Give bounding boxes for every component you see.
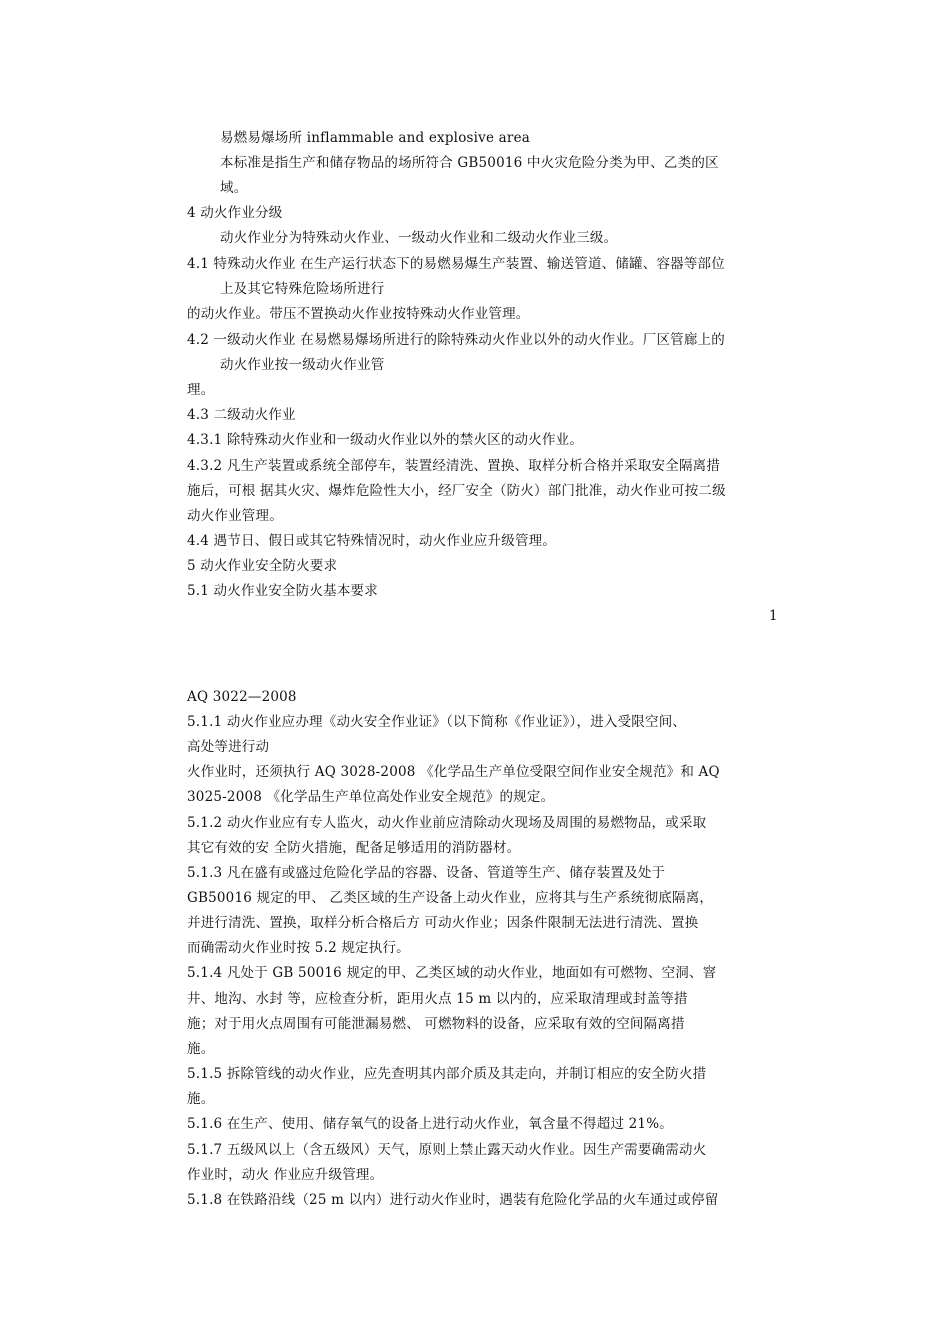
text-line: 易燃易爆场所 inflammable and explosive area [220, 130, 531, 146]
section-heading: 5 动火作业安全防火要求 [187, 558, 338, 574]
text-line: 高处等进行动 [187, 739, 270, 755]
text-line: 4.4 遇节日、假日或其它特殊情况时，动火作业应升级管理。 [187, 533, 557, 549]
text-line: 5.1.4 凡处于 GB 50016 规定的甲、乙类区域的动火作业，地面如有可燃物、空洞、窨 [187, 965, 717, 981]
text-line: 动火作业分为特殊动火作业、一级动火作业和二级动火作业三级。 [220, 230, 618, 246]
text-line: 5.1.5 拆除管线的动火作业，应先查明其内部介质及其走向，并制订相应的安全防火措 [187, 1066, 707, 1082]
section-heading: 4 动火作业分级 [187, 205, 283, 221]
text-line: 本标准是指生产和储存物品的场所符合 GB50016 中火灾危险分类为甲、乙类的区 [220, 155, 719, 171]
page-number: 1 [769, 608, 778, 624]
text-line: 5.1.2 动火作业应有专人监火，动火作业前应清除动火现场及周围的易燃物品，或采取 [187, 815, 707, 831]
text-line: 4.3.1 除特殊动火作业和一级动火作业以外的禁火区的动火作业。 [187, 432, 584, 448]
text-line: 动火作业管理。 [187, 508, 283, 524]
text-line: 域。 [220, 180, 248, 196]
text-line: GB50016 规定的甲、 乙类区域的生产设备上动火作业，应将其与生产系统彻底隔离， [187, 890, 714, 906]
text-line: 4.1 特殊动火作业 在生产运行状态下的易燃易爆生产装置、输送管道、储罐、容器等部位 [187, 256, 725, 272]
text-line: 火作业时，还须执行 AQ 3028-2008 《化学品生产单位受限空间作业安全规范》和 AQ [187, 764, 720, 780]
text-line: 5.1.3 凡在盛有或盛过危险化学品的容器、设备、管道等生产、储存装置及处于 [187, 865, 666, 881]
text-line: 其它有效的安 全防火措施，配备足够适用的消防器材。 [187, 840, 521, 856]
text-line: 施。 [187, 1041, 215, 1057]
text-line: 上及其它特殊危险场所进行 [220, 281, 385, 297]
text-line: 的动火作业。带压不置换动火作业按特殊动火作业管理。 [187, 306, 530, 322]
text-line: 动火作业按一级动火作业管 [220, 357, 385, 373]
text-line: 5.1.7 五级风以上（含五级风）天气，原则上禁止露天动火作业。因生产需要确需动火 [187, 1142, 707, 1158]
text-line: 施。 [187, 1091, 215, 1107]
section-heading: 5.1 动火作业安全防火基本要求 [187, 583, 378, 599]
text-line: 井、地沟、水封 等，应检查分析，距用火点 15 m 以内的，应采取清理或封盖等措 [187, 991, 688, 1007]
text-line: 而确需动火作业时按 5.2 规定执行。 [187, 940, 410, 956]
text-line: 并进行清洗、置换，取样分析合格后方 可动火作业；因条件限制无法进行清洗、置换 [187, 915, 699, 931]
text-line: 作业时，动火 作业应升级管理。 [187, 1167, 384, 1183]
text-line: 理。 [187, 382, 215, 398]
text-line: 5.1.1 动火作业应办理《动火安全作业证》（以下简称《作业证》），进入受限空间、 [187, 714, 687, 730]
text-line: 4.2 一级动火作业 在易燃易爆场所进行的除特殊动火作业以外的动火作业。厂区管廊上的 [187, 332, 725, 348]
text-line: 施；对于用火点周围有可能泄漏易燃、 可燃物料的设备，应采取有效的空间隔离措 [187, 1016, 685, 1032]
section-heading: 4.3 二级动火作业 [187, 407, 296, 423]
text-line: 4.3.2 凡生产装置或系统全部停车，装置经清洗、置换、取样分析合格并采取安全隔离措 [187, 458, 721, 474]
text-line: 5.1.8 在铁路沿线（25 m 以内）进行动火作业时，遇装有危险化学品的火车通过或停留 [187, 1192, 719, 1208]
page-header: AQ 3022—2008 [187, 689, 297, 705]
text-line: 5.1.6 在生产、使用、储存氧气的设备上进行动火作业，氧含量不得超过 21%。 [187, 1116, 673, 1132]
text-line: 3025-2008 《化学品生产单位高处作业安全规范》的规定。 [187, 789, 555, 805]
text-line: 施后，可根 据其火灾、爆炸危险性大小，经厂安全（防火）部门批准，动火作业可按二级 [187, 483, 726, 499]
